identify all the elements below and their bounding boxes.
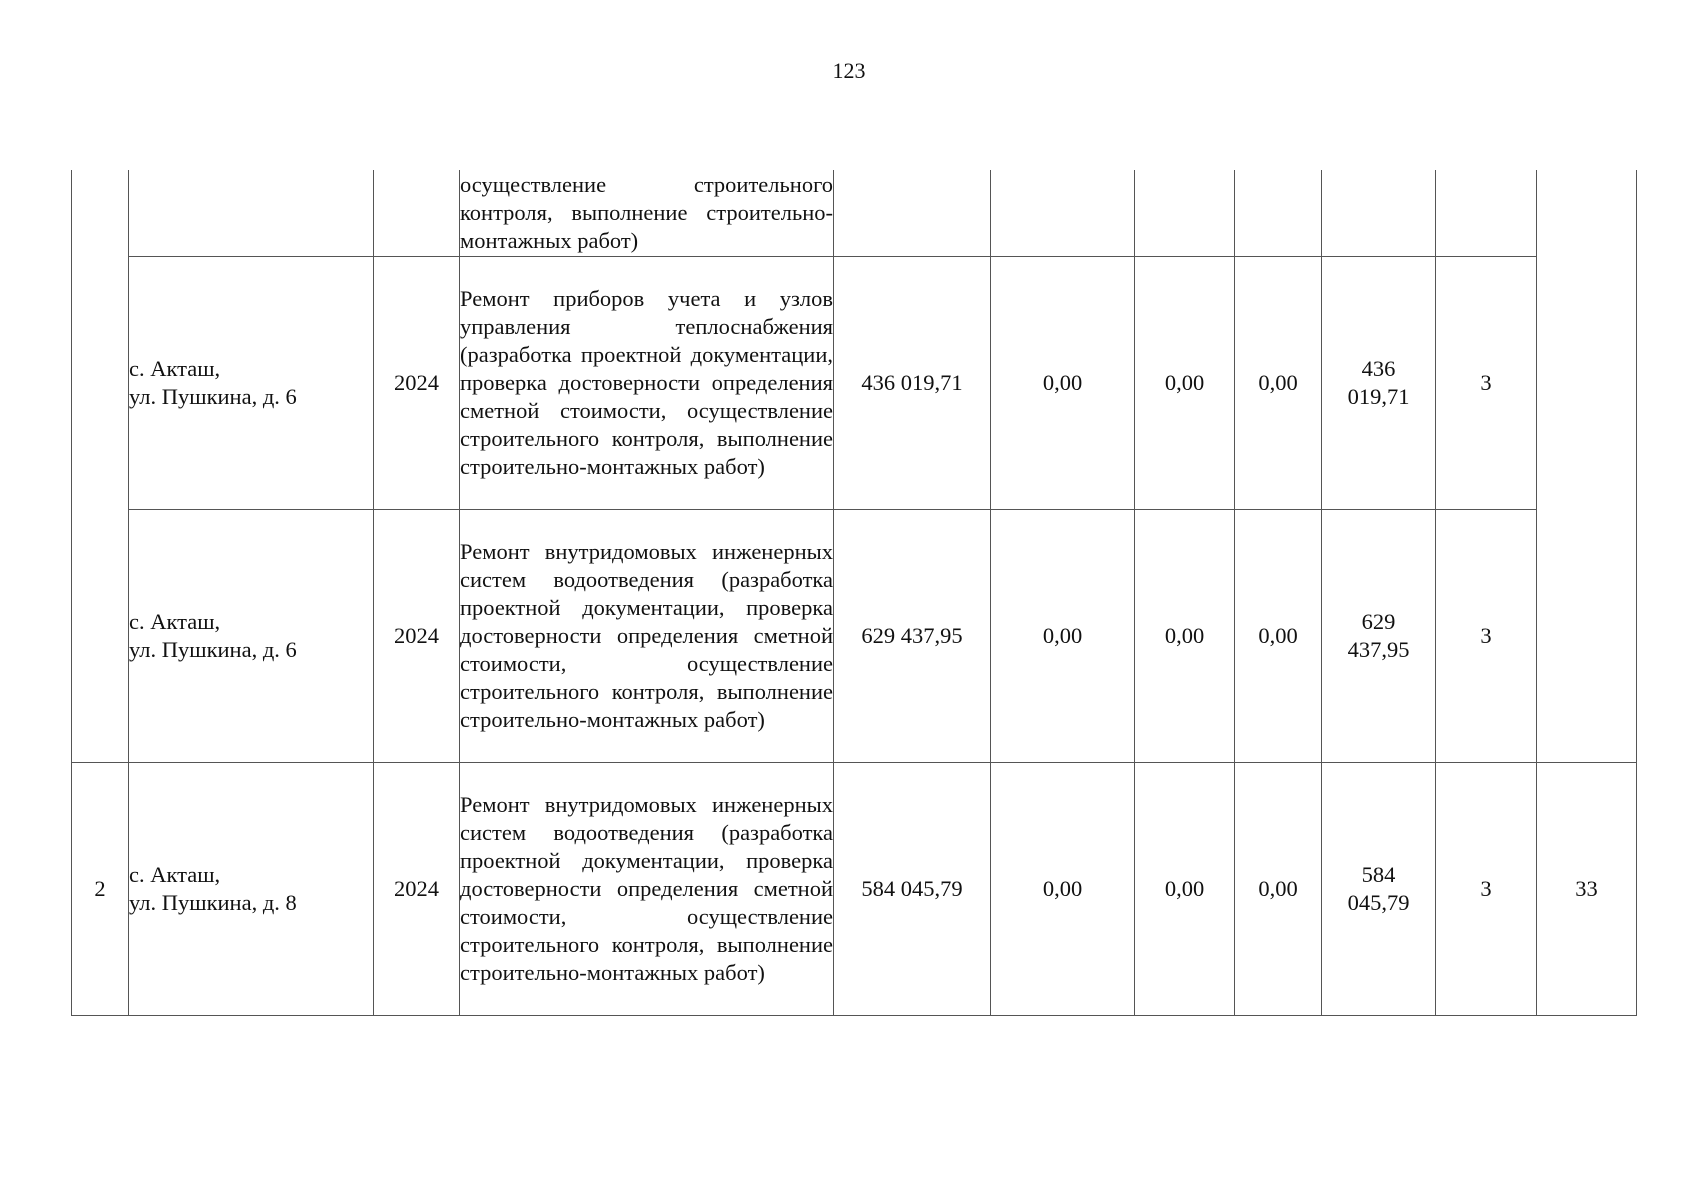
value-cell-2: 0,00	[1135, 763, 1235, 1016]
table-row	[72, 257, 1637, 510]
value-cell-2	[1135, 170, 1235, 257]
value-4-part-1: 436	[1361, 356, 1396, 381]
value-cell-3: 0,00	[1235, 763, 1322, 1016]
value-4-part-1: 584	[1361, 862, 1396, 887]
address-street: ул. Пушкина, д. 8	[129, 890, 297, 915]
value-4-part-2: 045,79	[1347, 890, 1410, 915]
value-cell-3: 0,00	[1235, 257, 1322, 510]
work-description: осуществление строительного контроля, выполнение строительно-монтажных работ)	[460, 172, 833, 253]
value-cell-6: 33	[1537, 763, 1637, 1016]
value-cell-4	[1322, 763, 1436, 1016]
year-cell: 2024	[374, 257, 460, 510]
address-cell	[129, 510, 374, 763]
work-description-cell	[460, 763, 834, 1016]
address-locality: с. Акташ,	[129, 862, 221, 887]
address-cell	[129, 170, 374, 257]
value-cell-3	[1235, 170, 1322, 257]
work-description-cell	[460, 170, 834, 257]
address-cell	[129, 763, 374, 1016]
value-cell-6	[1537, 170, 1637, 763]
work-description-cell	[460, 510, 834, 763]
value-cell-5: 3	[1436, 763, 1537, 1016]
value-cell-3: 0,00	[1235, 510, 1322, 763]
total-cost-cell: 436 019,71	[834, 257, 991, 510]
value-cell-5: 3	[1436, 510, 1537, 763]
work-description: Ремонт внутридомовых инженерных систем водоотведения (разработка проектной документации, проверка достоверности определения сметной стоимости, осуществление строительного контроля, выполнение строительно-монтажных работ)	[460, 792, 833, 985]
value-cell-4	[1322, 510, 1436, 763]
value-cell-1: 0,00	[991, 763, 1135, 1016]
address-street: ул. Пушкина, д. 6	[129, 384, 297, 409]
value-cell-5	[1436, 170, 1537, 257]
work-description: Ремонт приборов учета и узлов управления теплоснабжения (разработка проектной документации, проверка достоверности определения сметной стоимости, осуществление строительного контроля, выполнение строительно-монтажных работ)	[460, 286, 833, 479]
value-4-part-1: 629	[1361, 609, 1396, 634]
table-row	[72, 510, 1637, 763]
total-cost-cell	[834, 170, 991, 257]
value-cell-4	[1322, 257, 1436, 510]
value-cell-1: 0,00	[991, 257, 1135, 510]
table-row	[72, 763, 1637, 1016]
value-cell-1	[991, 170, 1135, 257]
year-cell	[374, 170, 460, 257]
page-number: 123	[832, 58, 866, 83]
value-cell-4	[1322, 170, 1436, 257]
value-cell-2: 0,00	[1135, 257, 1235, 510]
value-4-part-2: 019,71	[1347, 384, 1410, 409]
work-description: Ремонт внутридомовых инженерных систем водоотведения (разработка проектной документации, проверка достоверности определения сметной стоимости, осуществление строительного контроля, выполнение строительно-монтажных работ)	[460, 539, 833, 732]
row-number-cell	[72, 170, 129, 763]
address-locality: с. Акташ,	[129, 609, 221, 634]
works-table	[71, 170, 1637, 1016]
address-cell	[129, 257, 374, 510]
value-cell-2: 0,00	[1135, 510, 1235, 763]
row-number-cell: 2	[72, 763, 129, 1016]
value-cell-5: 3	[1436, 257, 1537, 510]
year-cell: 2024	[374, 763, 460, 1016]
table-row	[72, 170, 1637, 257]
work-description-cell	[460, 257, 834, 510]
total-cost-cell: 629 437,95	[834, 510, 991, 763]
value-4-part-2: 437,95	[1347, 637, 1410, 662]
address-locality: с. Акташ,	[129, 356, 221, 381]
year-cell: 2024	[374, 510, 460, 763]
total-cost-cell: 584 045,79	[834, 763, 991, 1016]
value-cell-1: 0,00	[991, 510, 1135, 763]
address-street: ул. Пушкина, д. 6	[129, 637, 297, 662]
